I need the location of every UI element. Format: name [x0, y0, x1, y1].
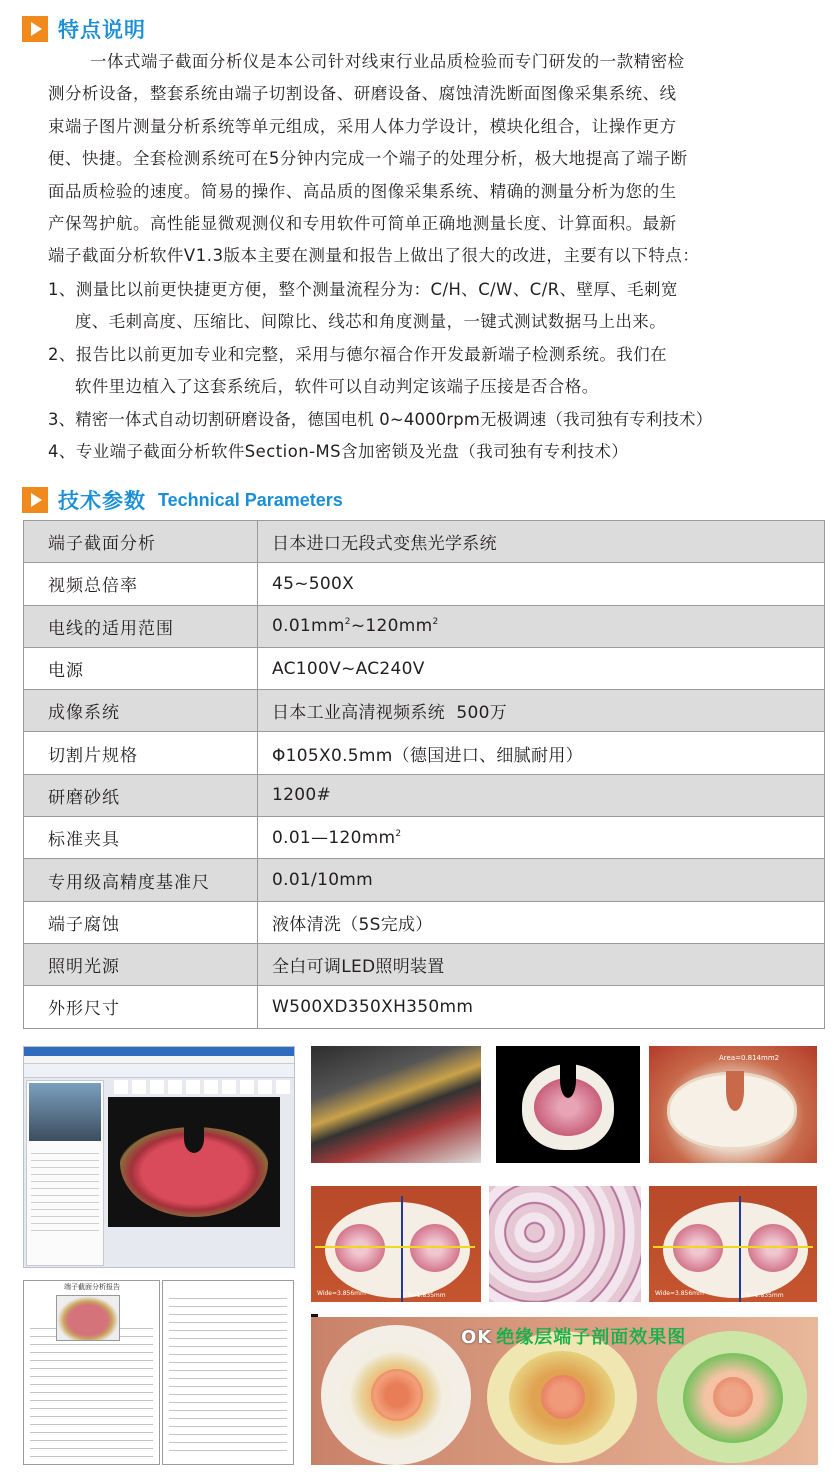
terminal-wires-photo — [311, 1046, 481, 1163]
measure-tool-buttons — [114, 1080, 292, 1094]
param-value — [258, 605, 825, 647]
table-row — [24, 986, 825, 1028]
param-value: Φ105X0.5mm（德国进口、细腻耐用） — [258, 732, 825, 774]
param-value: 日本工业高清视频系统 500万 — [258, 690, 825, 732]
intro-line: 便、快捷。全套检测系统可在5分钟内完成一个端子的处理分析，极大地提高了端子断 — [48, 149, 688, 169]
feature-item: 2、报告比以前更加专业和完整，采用与德尔福合作开发最新端子检测系统。我们在 — [48, 344, 667, 364]
param-value: 日本进口无段式变焦光学系统 — [258, 521, 825, 563]
param-key: 切割片规格 — [24, 732, 258, 774]
intro-line: 一体式端子截面分析仪是本公司针对线束行业品质检验而专门研发的一款精密检 — [90, 52, 685, 71]
param-key: 成像系统 — [24, 690, 258, 732]
play-arrow-icon — [22, 16, 48, 42]
superscript: 2 — [395, 828, 402, 839]
software-menubar — [24, 1056, 294, 1064]
param-value: 0.01/10mm — [258, 859, 825, 901]
param-value: W500XD350XH350mm — [258, 986, 825, 1028]
superscript: 2 — [344, 617, 351, 628]
height-label: CH=1.835mm — [403, 1292, 446, 1299]
table-row — [24, 690, 825, 732]
crimp-measure-photo-2 — [649, 1186, 817, 1302]
feature-item-continuation: 度、毛刺高度、压缩比、间隙比、线芯和角度测量，一键式测试数据马上出来。 — [75, 312, 667, 332]
param-value: 1200# — [258, 774, 825, 816]
table-row — [24, 901, 825, 943]
param-key: 电源 — [24, 647, 258, 689]
param-key: 专用级高精度基准尺 — [24, 859, 258, 901]
param-value: 全白可调LED照明装置 — [258, 943, 825, 985]
intro-line: 束端子图片测量分析系统等单元组成，采用人体力学设计，模块化组合，让操作更方 — [48, 116, 677, 136]
param-value-part: 0.01—120mm — [272, 827, 396, 848]
param-value: 液体清洗（5S完成） — [258, 901, 825, 943]
features-header — [22, 14, 146, 44]
table-row — [24, 859, 825, 901]
ok-label — [461, 1323, 686, 1349]
software-screenshot — [23, 1046, 295, 1268]
intro-line: 产保驾护航。高性能显微观测仪和专用软件可简单正确地测量长度、计算面积。最新 — [48, 214, 677, 234]
cross-section-photo — [496, 1046, 640, 1163]
intro-line: 测分析设备，整套系统由端子切割设备、研磨设备、腐蚀清洗断面图像采集系统、线 — [48, 84, 677, 104]
param-key: 端子截面分析 — [24, 521, 258, 563]
insulated-terminal-photo — [311, 1317, 818, 1465]
param-key: 标准夹具 — [24, 817, 258, 859]
param-key: 照明光源 — [24, 943, 258, 985]
cross-section-view — [108, 1097, 280, 1227]
feature-list — [48, 274, 818, 468]
report-page-1 — [23, 1280, 160, 1465]
crimp-measure-photo-1 — [311, 1186, 481, 1302]
strand-micrograph — [489, 1186, 641, 1302]
table-row — [24, 817, 825, 859]
software-titlebar — [24, 1047, 294, 1056]
param-value: AC100V~AC240V — [258, 647, 825, 689]
intro-paragraph — [48, 46, 800, 273]
ok-caption: 绝缘层端子剖面效果图 — [496, 1327, 687, 1348]
features-title: 特点说明 — [58, 18, 146, 42]
feature-item: 4、专业端子截面分析软件Section-MS含加密锁及光盘（我司独有专利技术） — [48, 442, 629, 462]
report-page-2 — [162, 1280, 294, 1465]
param-value — [258, 817, 825, 859]
area-label: Area=0.814mm2 — [719, 1054, 780, 1062]
param-key: 电线的适用范围 — [24, 605, 258, 647]
table-row — [24, 605, 825, 647]
params-header — [22, 485, 343, 515]
param-value: 45~500X — [258, 563, 825, 605]
intro-line: 端子截面分析软件V1.3版本主要在测量和报告上做出了很大的改进，主要有以下特点： — [48, 246, 700, 266]
width-label: Wide=3.856mm — [655, 1290, 704, 1297]
table-row — [24, 647, 825, 689]
param-key: 端子腐蚀 — [24, 901, 258, 943]
width-label: Wide=3.856mm — [317, 1290, 366, 1297]
param-key: 视频总倍率 — [24, 563, 258, 605]
feature-item-continuation: 软件里边植入了这套系统后，软件可以自动判定该端子压接是否合格。 — [75, 377, 599, 397]
param-key: 外形尺寸 — [24, 986, 258, 1028]
report-thumbnail — [56, 1295, 120, 1341]
params-title: 技术参数 — [58, 489, 146, 513]
ok-mark: OK — [461, 1327, 493, 1348]
play-arrow-icon — [22, 487, 48, 513]
height-label: CH=1.835mm — [741, 1292, 784, 1299]
software-side-panel — [26, 1080, 104, 1266]
intro-line: 面品质检验的速度。简易的操作、高品质的图像采集系统、精确的测量分析为您的生 — [48, 181, 677, 201]
table-row — [24, 521, 825, 563]
param-key: 研磨砂纸 — [24, 774, 258, 816]
param-value-part: ~120mm — [350, 616, 433, 637]
table-row — [24, 774, 825, 816]
feature-item: 1、测量比以前更快捷更方便，整个测量流程分为：C/H、C/W、C/R、壁厚、毛刺宽 — [48, 280, 678, 299]
table-row — [24, 943, 825, 985]
feature-item: 3、精密一体式自动切割研磨设备，德国电机 0~4000rpm无极调速（我司独有专利技术） — [48, 409, 713, 429]
superscript: 2 — [432, 617, 439, 628]
table-row — [24, 563, 825, 605]
params-table — [23, 520, 825, 1029]
report-title: 端子截面分析报告 — [64, 1283, 120, 1291]
param-value-part: 0.01mm — [272, 616, 345, 637]
table-row — [24, 732, 825, 774]
area-measure-photo — [649, 1046, 817, 1163]
params-title-en: Technical Parameters — [158, 489, 343, 510]
software-toolbar — [24, 1064, 294, 1078]
